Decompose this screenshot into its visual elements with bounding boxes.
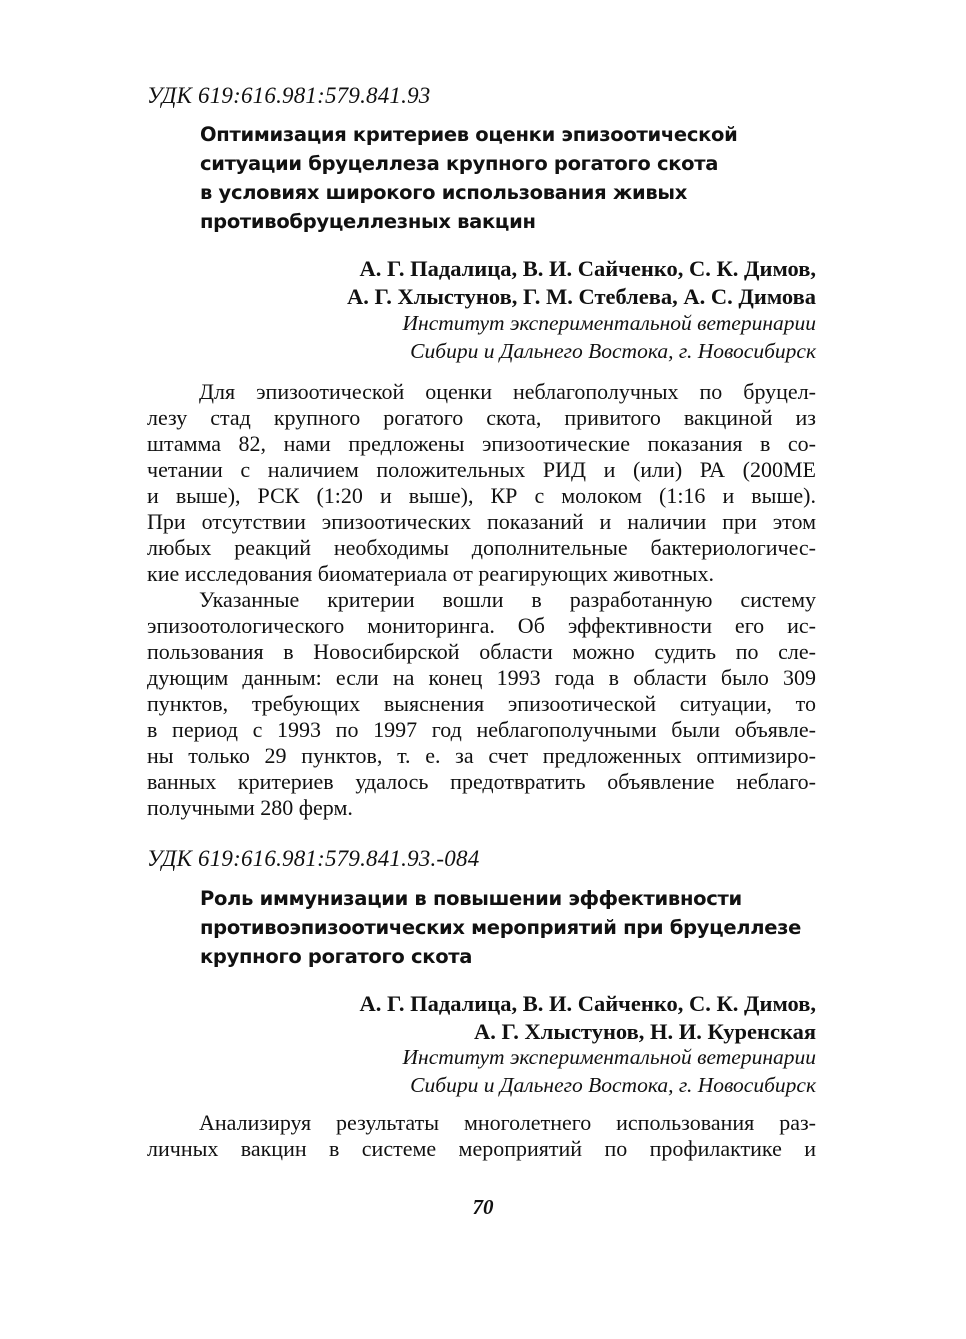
text-line: Анализируя результаты многолетнего использования раз- bbox=[199, 1110, 816, 1135]
text-line: получными 280 ферм. bbox=[147, 795, 353, 820]
article2-authors-line: А. Г. Падалица, В. И. Сайченко, С. К. Димов, bbox=[359, 991, 816, 1016]
text-line: Для эпизоотической оценки неблагополучных по бруцел- bbox=[199, 379, 816, 404]
article1-udk: УДК 619:616.981:579.841.93 bbox=[147, 83, 431, 108]
text-line: кие исследования биоматериала от реагирующих животных. bbox=[147, 561, 714, 586]
article2-title-line: крупного рогатого скота bbox=[200, 945, 473, 968]
article1-title-line: Оптимизация критериев оценки эпизоотической bbox=[200, 123, 738, 146]
article2-title bbox=[200, 884, 840, 971]
text-line: штамма 82, нами предложены эпизоотические показания в со- bbox=[147, 431, 816, 456]
text-line: При отсутствии эпизоотических показаний и наличии при этом bbox=[147, 509, 816, 534]
article2-affiliation-line: Институт экспериментальной ветеринарии bbox=[402, 1045, 816, 1069]
text-line: пользования в Новосибирской области можно судить по сле- bbox=[147, 639, 816, 664]
text-line: ванных критериев удалось предотвратить объявление неблаго- bbox=[147, 769, 816, 794]
article2-title-line: Роль иммунизации в повышении эффективности bbox=[200, 887, 742, 910]
text-line: пунктов, требующих выяснения эпизоотической ситуации, то bbox=[147, 691, 816, 716]
article2-affiliation bbox=[403, 1043, 817, 1099]
text-line: в период с 1993 по 1997 год неблагополучными были объявле- bbox=[147, 717, 816, 742]
article2-udk: УДК 619:616.981:579.841.93.-084 bbox=[147, 846, 480, 871]
article1-authors bbox=[347, 255, 816, 311]
article1-title-line: ситуации бруцеллеза крупного рогатого скота bbox=[200, 152, 719, 175]
text-line: дующим данным: если на конец 1993 года в области было 309 bbox=[147, 665, 816, 690]
text-line: личных вакцин в системе мероприятий по профилактике и bbox=[147, 1136, 816, 1161]
text-line: эпизоотологического мониторинга. Об эффективности его ис- bbox=[147, 613, 816, 638]
article1-paragraph-1 bbox=[147, 379, 816, 587]
article2-authors-line: А. Г. Хлыстунов, Н. И. Куренская bbox=[473, 1019, 816, 1044]
article2-title-line: противоэпизоотических мероприятий при бруцеллезе bbox=[200, 916, 802, 939]
article1-affiliation-line: Сибири и Дальнего Востока, г. Новосибирск bbox=[410, 339, 816, 363]
article1-affiliation bbox=[403, 309, 817, 365]
text-line: четании с наличием положительных РИД и (или) РА (200МЕ bbox=[147, 457, 816, 482]
article1-title-line: противобруцеллезных вакцин bbox=[200, 210, 536, 233]
page-number: 70 bbox=[472, 1195, 494, 1219]
text-line: лезу стад крупного рогатого скота, привитого вакциной из bbox=[147, 405, 816, 430]
article2-affiliation-line: Сибири и Дальнего Востока, г. Новосибирск bbox=[410, 1073, 816, 1097]
article1-authors-line: А. Г. Хлыстунов, Г. М. Стеблева, А. С. Димова bbox=[346, 284, 816, 309]
article1-title bbox=[200, 120, 840, 236]
text-line: ны только 29 пунктов, т. е. за счет предложенных оптимизиро- bbox=[147, 743, 816, 768]
article1-paragraph-2 bbox=[147, 587, 816, 821]
text-line: любых реакций необходимы дополнительные бактериологичес- bbox=[147, 535, 816, 560]
article1-authors-line: А. Г. Падалица, В. И. Сайченко, С. К. Димов, bbox=[359, 256, 816, 281]
text-line: Указанные критерии вошли в разработанную систему bbox=[199, 587, 816, 612]
article2-authors bbox=[360, 990, 816, 1046]
article2-paragraph-1 bbox=[147, 1110, 816, 1162]
article1-title-line: в условиях широкого использования живых bbox=[200, 181, 687, 204]
text-line: и выше), РСК (1:20 и выше), КР с молоком (1:16 и выше). bbox=[147, 483, 816, 508]
article1-affiliation-line: Институт экспериментальной ветеринарии bbox=[402, 311, 816, 335]
